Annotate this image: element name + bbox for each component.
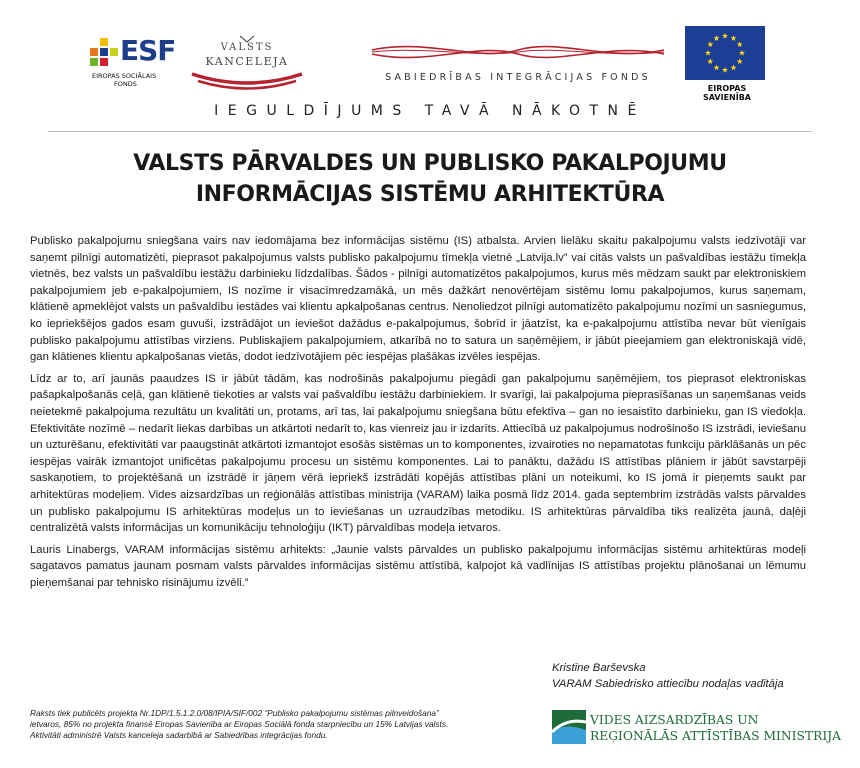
eu-star-icon [739, 50, 745, 56]
title-line-2: INFORMĀCIJAS SISTĒMU ARHITEKTŪRA [195, 182, 665, 207]
article-body [30, 233, 806, 596]
slogan: IEGULDĪJUMS TAVĀ NĀKOTNĒ [214, 103, 646, 119]
esf-subtitle: EIROPAS SOCIĀLAIS FONDS [92, 72, 157, 88]
esf-squares-icon [90, 38, 118, 66]
paragraph-3: Lauris Linabergs, VARAM informācijas sistēmu arhitekts: „Jaunie valsts pārvaldes un publisko pakalpojumu informācijas sistēmu arhitektūras modeļi sagatavos pamatus jaunam posmam valsts pārvaldes informācijas sistēmu attīstībā, kalpojot kā vadlīnijas IS attīstības projektu plānošanai un lēmumu pieņemšanai par tehnisko risinājumu izvēli.” [30, 543, 806, 589]
signature-role: VARAM Sabiedrisko attiecību nodaļas vadītāja [552, 678, 784, 690]
footer-line-1: Raksts tiek publicēts projekta Nr.1DP/1.5.1.2.0/08/IPIA/SIF/002 “Publisko pakalpojumu sistēmas pilnveidošana” [30, 708, 439, 718]
esf-logo [90, 34, 176, 94]
eu-star-icon [722, 33, 728, 39]
article-title [60, 148, 800, 210]
eu-logo [685, 26, 767, 102]
footer-note [30, 708, 530, 741]
eu-star-icon [707, 41, 713, 47]
signature [552, 660, 784, 692]
sif-ribbon-icon [368, 36, 668, 70]
eu-star-icon [737, 41, 743, 47]
varam-logo [552, 710, 842, 750]
footer-line-3: Aktivitāti administrē Valsts kanceleja sadarbībā ar Sabiedrības integrācijas fondu. [30, 730, 328, 740]
vk-line1: VALSTS [220, 42, 274, 53]
eu-flag-icon [685, 26, 765, 80]
eu-star-icon [705, 50, 711, 56]
divider [48, 131, 812, 132]
eu-star-icon [713, 35, 719, 41]
eu-star-icon [722, 67, 728, 73]
paragraph-2: Līdz ar to, arī jaunās paaudzes IS ir jābūt tādām, kas nodrošinās pakalpojumu piegādi gan pakalpojumu saņēmējiem, tos pieprasot elektroniskas pašapkalpošanās ceļā, gan klātienē tiekoties ar valsts vai pašvaldību iestāžu darbiniekiem. Ir svarīgi, lai pakalpojuma pieprasīšanas un saņemšanas veids neietekmē pakalpojuma rezultātu un kvalitāti un, protams, arī tas, lai pakalpojumu sniegšana būtu efektīva – gan no iesaistīto darbinieku, gan IS viedokļa. Efektivitāte nozīmē – nedarīt liekas darbības un atkārtoti nedarīt to, kas vienreiz jau ir izdarīts. Attiecībā uz pakalpojumus nodrošinošo IS izstrādi, ieviešanu un uzturēšanu, efektivitāti var paaugstināt atkārtoti izmantojot esošās sistēmas un to komponentes, izvairoties no nepamatotas funkciju pārklāšanās un pēc iespējas vairāk izmantojot unificētas pakalpojumu procesu un sistēmu komponentes. Lai to panāktu, dažādu IS attīstības plāniem ir jābūt savstarpēji saskaņotiem, to projektēšanā un izstrādē ir jāņem vērā iepriekš izstrādāti kopējās attīstības plāni un noteikumi, ko IS jomā ir pieņemts saukt par arhitektūras modeļiem. Vides aizsardzības un reģionālās attīstības ministrija (VARAM) laika posmā līdz 2014. gada septembrim izstrādās valsts pārvaldes un publisko pakalpojumu IS arhitektūras modeļus un to ieviešanas un uzraudzības metodiku. IS arhitektūras pārvaldība tiks realizēta jaunā, daļēji centralizētā valsts informācijas un komunikāciju tehnoloģiju (IKT) pārvaldības modeļa ietvaros. [30, 372, 806, 535]
eu-star-icon [730, 35, 736, 41]
paragraph-1: Publisko pakalpojumu sniegšana vairs nav iedomājama bez informācijas sistēmu (IS) atbalsta. Arvien lielāku skaitu pakalpojumu valsts iedzīvotāji var saņemt pilnīgi automatizēti, pieprasot pakalpojumus valsts publisko pakalpojumu tīmekļa vietnē „Latvija.lv” vai citās valsts un pašvaldības iestāžu tīmekļa vietnēs, bez valsts un pašvaldību iestāžu darbinieku līdzdalības. Šādos - pilnīgi automatizētos pakalpojumos, kurus mēs mēdzam saukt par elektroniskiem pakalpojumiem jeb e-pakalpojumiem, IS nozīme ir visacīmredzamākā, un mēs dažkārt nenovērtējam sistēmu lomu pakalpojumos, kurus saņemam, klātienē apmeklējot valsts un pašvaldību iestādes vai klientu apkalpošanas centrus. Nenoliedzot pilnīgi automatizēto pakalpojumu nozīmi un sasniegumus, ko iepriekšējos gados esam guvuši, izstrādājot un ieviešot dažādus e-pakalpojumus, šobrīd ir jāatzīst, ka e-pakalpojumu attīstība nevar būt vienīgais publisko pakalpojumu attīstības virziens. Publiskajiem pakalpojumiem, atkarībā no to satura un saņēmējiem, ir jābūt pieejamiem gan elektroniskajā vidē, gan klātienes klientu apkalpošanas vietās, dodot iedzīvotājiem pēc iespējas plašākas izvēles iespējas. [30, 235, 806, 364]
eu-star-icon [713, 65, 719, 71]
eu-name: EIROPAS SAVIENĪBA [702, 84, 751, 102]
title-line-1: VALSTS PĀRVALDES UN PUBLISKO PAKALPOJUMU [133, 151, 727, 176]
sif-logo [368, 36, 668, 92]
eu-star-icon [737, 58, 743, 64]
footer-line-2: ietvaros, 85% no projekta finansē Eiropas Savienība ar Eiropas Sociālā fonda starpniecību un 15% Latvijas valsts. [30, 719, 449, 729]
valsts-kanceleja-logo [188, 32, 306, 94]
logo-row [0, 22, 860, 102]
eu-star-icon [730, 65, 736, 71]
esf-mark: ESF [120, 34, 176, 67]
vk-line2: KANCELEJA [205, 55, 289, 68]
signature-name: Kristīne Barševska [552, 662, 646, 674]
eu-star-icon [707, 58, 713, 64]
sif-name: SABIEDRĪBAS INTEGRĀCIJAS FONDS [385, 72, 651, 83]
varam-name: VIDES AIZSARDZĪBAS UN REĢIONĀLĀS ATTĪSTĪBAS MINISTRIJA [590, 713, 842, 743]
varam-emblem-icon [552, 710, 586, 744]
